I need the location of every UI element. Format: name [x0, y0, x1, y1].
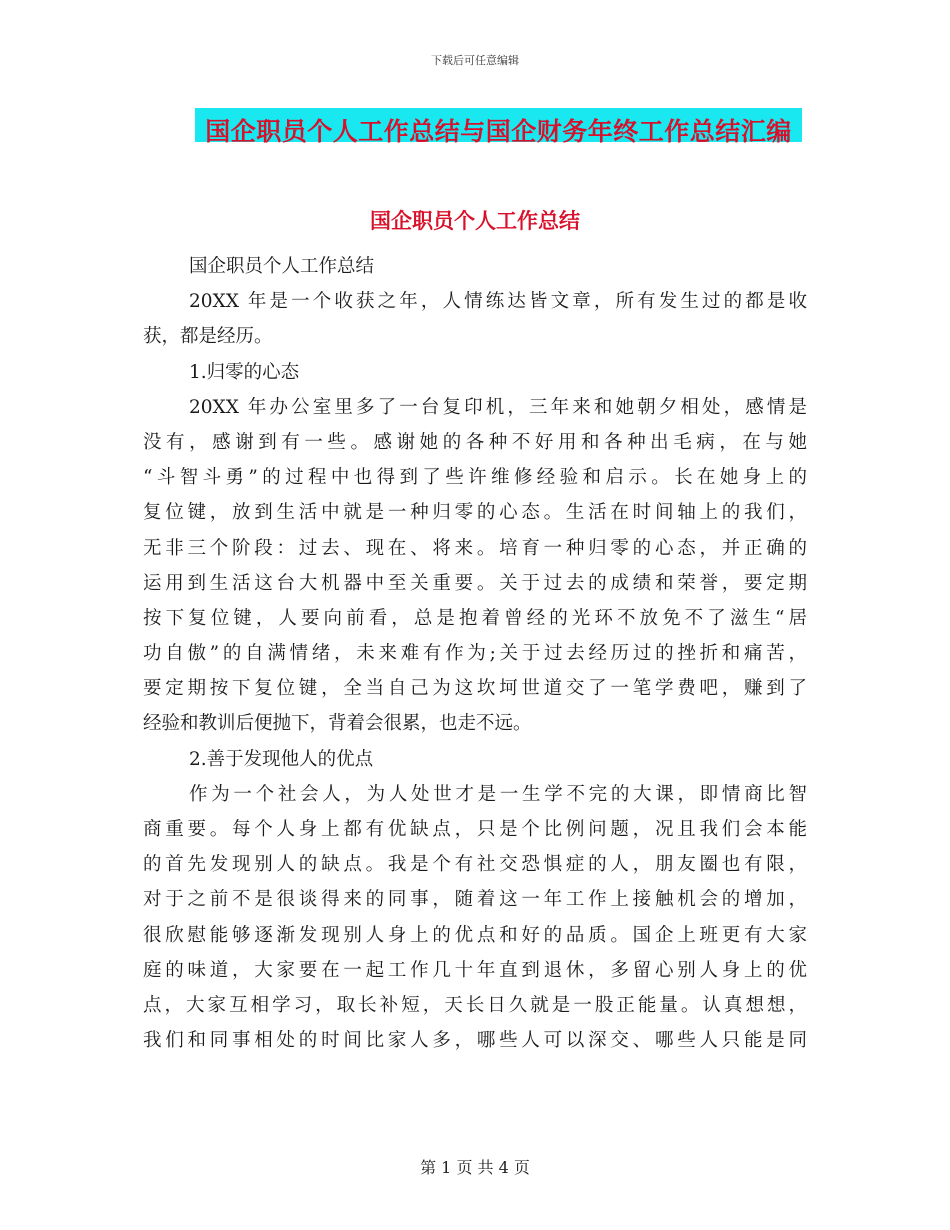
body-line: 无非三个阶段：过去、现在、将来。培育一种归零的心态，并正确的 — [143, 537, 807, 559]
body-line: 经验和教训后便抛下，背着会很累，也走不远。 — [143, 713, 532, 735]
body-line: 功自傲”的自满情绪，未来难有作为;关于过去经历过的挫折和痛苦， — [143, 643, 807, 665]
body-line: 点，大家互相学习，取长补短，天长日久就是一股正能量。认真想想， — [143, 994, 807, 1016]
document-body — [143, 249, 807, 1058]
body-line: “斗智斗勇”的过程中也得到了些许维修经验和启示。长在她身上的 — [143, 467, 807, 489]
body-line: 20XX 年是一个收获之年，人情练达皆文章，所有发生过的都是收 — [189, 291, 807, 313]
body-line: 没有，感谢到有一些。感谢她的各种不好用和各种出毛病，在与她 — [143, 431, 807, 453]
body-line: 1.归零的心态 — [189, 361, 300, 383]
body-line: 2.善于发现他人的优点 — [189, 748, 374, 770]
section-title: 国企职员个人工作总结 — [370, 209, 580, 233]
body-line: 我们和同事相处的时间比家人多，哪些人可以深交、哪些人只能是同 — [143, 1030, 807, 1052]
body-line: 很欣慰能够逐渐发现别人身上的优点和好的品质。国企上班更有大家 — [143, 924, 807, 946]
body-line: 获，都是经历。 — [143, 326, 273, 348]
page-footer: 第 1 页 共 4 页 — [420, 1158, 530, 1177]
body-line: 20XX 年办公室里多了一台复印机，三年来和她朝夕相处，感情是 — [189, 396, 807, 418]
body-line: 作为一个社会人，为人处世才是一生学不完的大课，即情商比智 — [189, 783, 807, 805]
body-line: 按下复位键，人要向前看，总是抱着曾经的光环不放免不了滋生“居 — [143, 607, 807, 629]
body-line: 复位键，放到生活中就是一种归零的心态。生活在时间轴上的我们， — [143, 502, 807, 524]
body-line: 的首先发现别人的缺点。我是个有社交恐惧症的人，朋友圈也有限， — [143, 854, 807, 876]
document-title: 国企职员个人工作总结与国企财务年终工作总结汇编 — [205, 117, 792, 146]
body-line: 运用到生活这台大机器中至关重要。关于过去的成绩和荣誉，要定期 — [143, 572, 807, 594]
body-line: 商重要。每个人身上都有优缺点，只是个比例问题，况且我们会本能 — [143, 819, 807, 840]
header-note: 下载后可任意编辑 — [431, 54, 519, 67]
body-line: 庭的味道，大家要在一起工作几十年直到退休，多留心别人身上的优 — [143, 959, 807, 981]
body-line: 国企职员个人工作总结 — [189, 256, 375, 277]
body-line: 对于之前不是很谈得来的同事，随着这一年工作上接触机会的增加， — [143, 889, 807, 911]
body-line: 要定期按下复位键，全当自己为这坎坷世道交了一笔学费吧，赚到了 — [143, 678, 807, 700]
